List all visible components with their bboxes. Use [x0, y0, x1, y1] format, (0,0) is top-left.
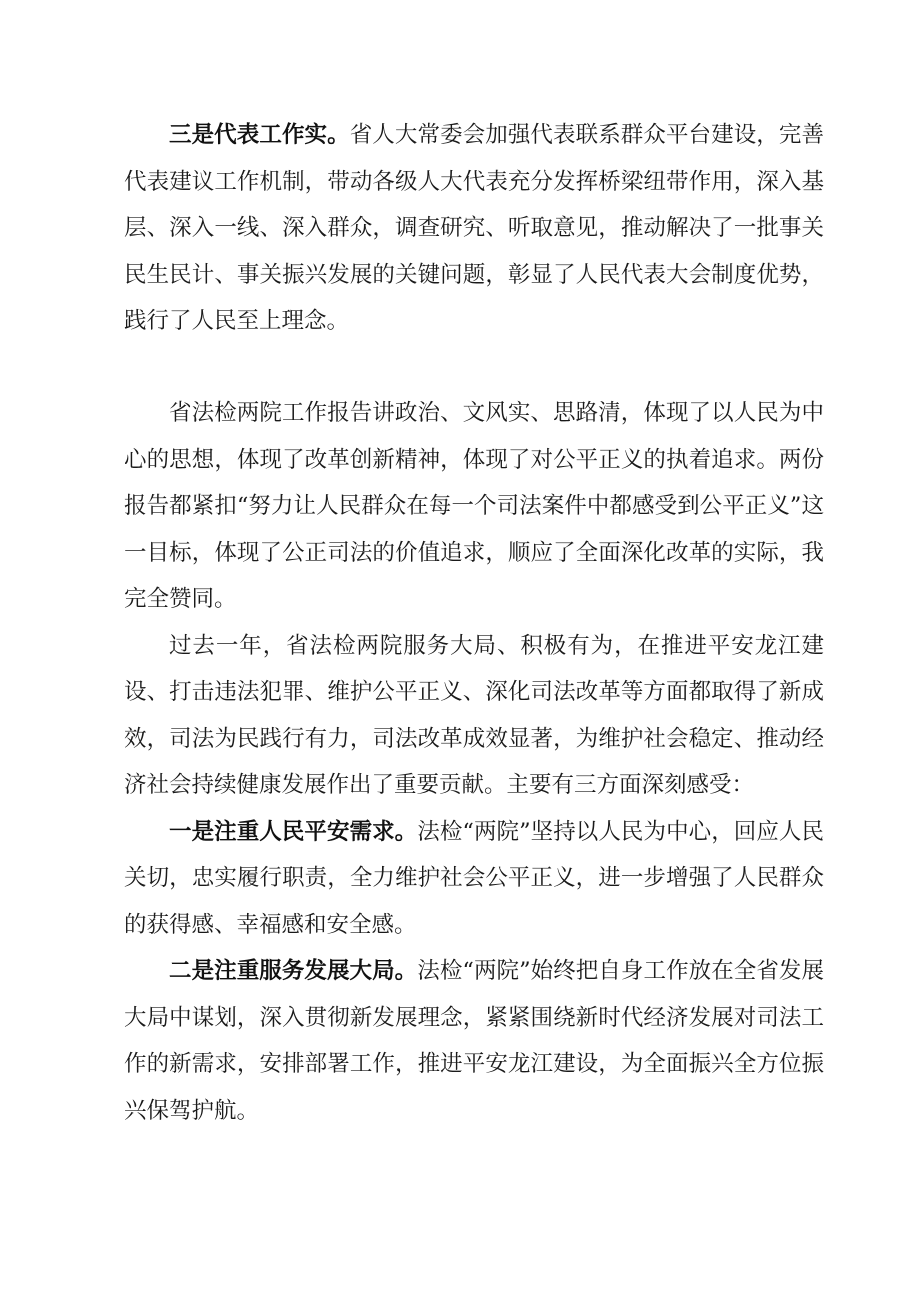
paragraph-past-year-review [124, 623, 824, 809]
text-section-courts-procuratorate [124, 390, 824, 1134]
paragraph-lead: 三是代表工作实。 [169, 122, 350, 148]
paragraph-reports-evaluation [124, 390, 824, 623]
paragraph-representative-work [124, 112, 824, 345]
paragraph-public-safety [124, 809, 824, 949]
paragraph-body: 过去一年，省法检两院服务大局、积极有为，在推进平安龙江建设、打击违法犯罪、维护公平正义、深化司法改革等方面都取得了新成效，司法为民践行有力，司法改革成效显著，为维护社会稳定、推动经济社会持续健康发展作出了重要贡献。主要有三方面深刻感受： [124, 632, 824, 798]
paragraph-body: 法检“两院”始终把自身工作放在全省发展大局中谋划，深入贯彻新发展理念，紧紧围绕新时代经济发展对司法工作的新需求，安排部署工作，推进平安龙江建设，为全面振兴全方位振兴保驾护航。 [124, 958, 824, 1124]
paragraph-lead: 一是注重人民平安需求。 [169, 818, 418, 845]
text-section-representatives [124, 112, 824, 345]
paragraph-serving-development [124, 948, 824, 1134]
paragraph-body: 法检“两院”坚持以人民为中心，回应人民关切，忠实履行职责，全力维护社会公平正义，进一步增强了人民群众的获得感、幸福感和安全感。 [124, 818, 824, 938]
paragraph-body: 省人大常委会加强代表联系群众平台建设，完善代表建议工作机制，带动各级人大代表充分发挥桥梁纽带作用，深入基层、深入一线、深入群众，调查研究、听取意见，推动解决了一批事关民生民计、事关振兴发展的关键问题，彰显了人民代表大会制度优势，践行了人民至上理念。 [124, 122, 824, 334]
paragraph-body: 省法检两院工作报告讲政治、文风实、思路清，体现了以人民为中心的思想，体现了改革创新精神，体现了对公平正义的执着追求。两份报告都紧扣“努力让人民群众在每一个司法案件中都感受到公平正义”这一目标，体现了公正司法的价值追求，顺应了全面深化改革的实际，我完全赞同。 [124, 400, 824, 612]
paragraph-lead: 二是注重服务发展大局。 [169, 958, 418, 984]
